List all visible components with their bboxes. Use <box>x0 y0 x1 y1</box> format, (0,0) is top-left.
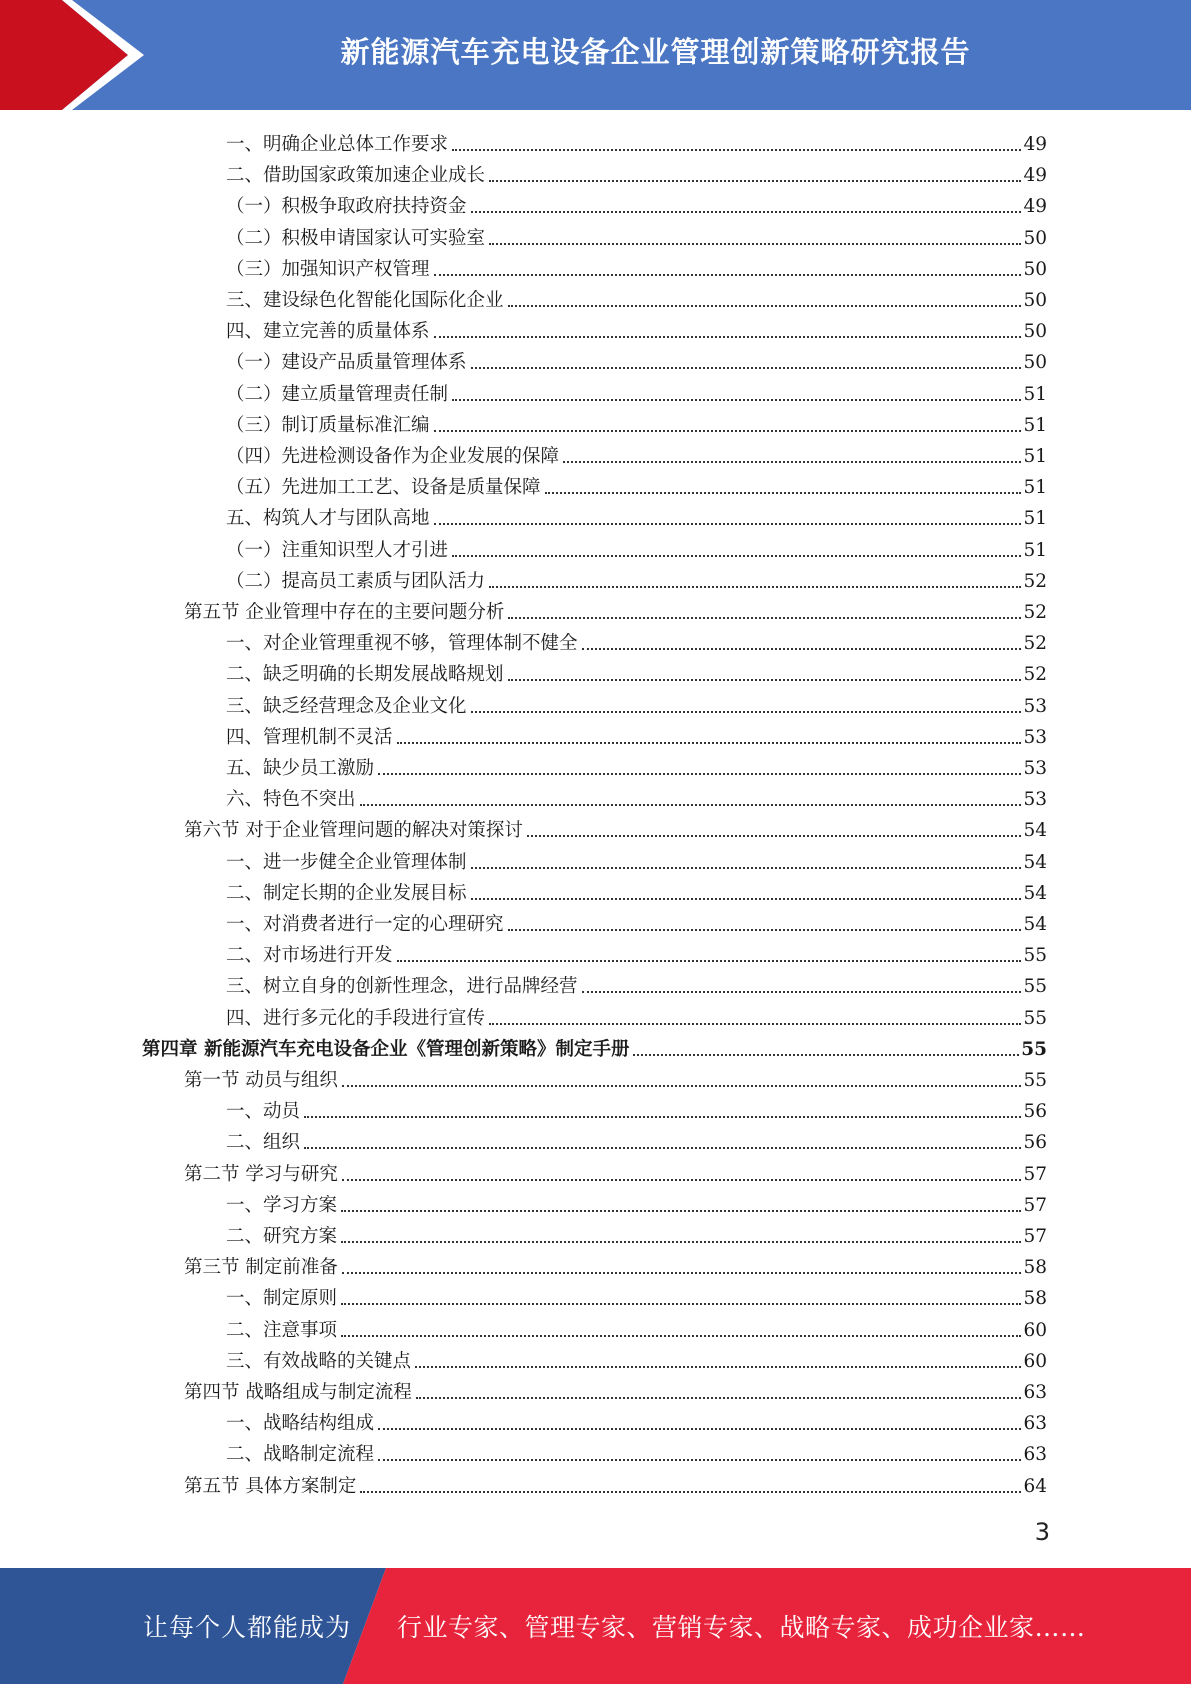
toc-entry-title: （二）提高员工素质与团队活力 <box>226 570 486 592</box>
dot-leader <box>633 1054 1019 1056</box>
toc-entry-page: 57 <box>1023 1194 1047 1216</box>
dot-leader <box>563 461 1021 463</box>
dot-leader <box>378 773 1021 775</box>
toc-entry-title: 二、注意事项 <box>226 1319 338 1341</box>
toc-entry-title: 四、建立完善的质量体系 <box>226 321 430 343</box>
toc-entry[interactable] <box>226 751 1047 782</box>
toc-entry-title: 一、对企业管理重视不够，管理体制不健全 <box>226 633 578 655</box>
dot-leader <box>342 1179 1022 1181</box>
toc-entry-title: 一、对消费者进行一定的心理研究 <box>226 914 504 935</box>
toc-entry-title: 四、进行多元化的手段进行宣传 <box>226 1007 486 1029</box>
toc-entry-page: 63 <box>1023 1444 1047 1466</box>
dot-leader <box>434 430 1022 432</box>
footer-slogan-left: 让每个人都能成为 <box>143 1613 352 1642</box>
dot-leader <box>527 835 1022 837</box>
toc-entry[interactable] <box>226 564 1047 595</box>
dot-leader <box>434 274 1022 276</box>
toc-entry-title: 三、缺乏经营理念及企业文化 <box>226 695 467 717</box>
dot-leader <box>360 804 1022 806</box>
toc-entry[interactable] <box>226 845 1047 876</box>
toc-entry[interactable] <box>226 377 1047 408</box>
toc-entry[interactable] <box>226 969 1047 1000</box>
toc-entry[interactable] <box>226 158 1047 189</box>
toc-entry[interactable] <box>226 907 1047 938</box>
toc-entry-page: 51 <box>1023 414 1047 436</box>
toc-entry-page: 58 <box>1023 1257 1047 1279</box>
toc-entry[interactable] <box>226 283 1047 314</box>
toc-entry[interactable] <box>226 1313 1047 1344</box>
toc-entry-title: （四）先进检测设备作为企业发展的保障 <box>226 446 560 467</box>
toc-entry-title: 一、明确企业总体工作要求 <box>226 134 449 155</box>
dot-leader <box>582 991 1022 993</box>
toc-entry-page: 54 <box>1023 914 1047 935</box>
toc-entry-page: 49 <box>1023 165 1047 187</box>
toc-entry-page: 55 <box>1023 945 1047 967</box>
toc-entry[interactable] <box>226 1219 1047 1250</box>
toc-entry[interactable] <box>184 1250 1047 1281</box>
dot-leader <box>304 1147 1021 1149</box>
toc-entry[interactable] <box>184 1469 1047 1500</box>
toc-entry-title: （一）建设产品质量管理体系 <box>226 352 467 374</box>
toc-entry[interactable] <box>184 1157 1047 1188</box>
toc-entry[interactable] <box>184 595 1047 626</box>
toc-entry-title: 二、战略制定流程 <box>226 1444 375 1466</box>
toc-entry-page: 54 <box>1023 820 1047 842</box>
dot-leader <box>545 492 1022 494</box>
toc-entry-page: 51 <box>1023 446 1047 467</box>
toc-entry-page: 50 <box>1023 290 1047 311</box>
toc-entry-page: 60 <box>1023 1350 1047 1372</box>
toc-entry-page: 51 <box>1023 477 1047 499</box>
dot-leader <box>341 1303 1021 1305</box>
toc-entry[interactable] <box>184 1375 1047 1406</box>
dot-leader <box>341 1241 1021 1243</box>
toc-entry[interactable] <box>226 1188 1047 1219</box>
toc-entry[interactable] <box>226 720 1047 751</box>
toc-entry-page: 57 <box>1023 1163 1047 1185</box>
toc-entry[interactable] <box>226 1094 1047 1125</box>
toc-entry[interactable] <box>226 189 1047 220</box>
dot-leader <box>582 648 1022 650</box>
toc-entry-page: 54 <box>1023 851 1047 873</box>
toc-entry-title: 四、管理机制不灵活 <box>226 726 393 748</box>
toc-entry[interactable] <box>226 345 1047 376</box>
toc-entry[interactable] <box>226 501 1047 532</box>
dot-leader <box>508 305 1022 307</box>
toc-entry-title: 一、动员 <box>226 1101 301 1123</box>
toc-entry-title: 二、制定长期的企业发展目标 <box>226 882 467 904</box>
toc-entry-title: 三、有效战略的关键点 <box>226 1350 412 1372</box>
toc-entry[interactable] <box>226 127 1047 158</box>
toc-entry-page: 50 <box>1023 258 1047 280</box>
toc-entry[interactable] <box>226 1281 1047 1312</box>
toc-entry-page: 50 <box>1023 352 1047 374</box>
toc-entry-title: 五、构筑人才与团队高地 <box>226 508 430 530</box>
dot-leader <box>397 742 1022 744</box>
toc-entry-title: 三、树立自身的创新性理念，进行品牌经营 <box>226 976 578 998</box>
toc-entry-page: 60 <box>1023 1319 1047 1341</box>
toc-entry-page: 54 <box>1023 882 1047 904</box>
toc-entry-title: （三）加强知识产权管理 <box>226 258 430 280</box>
toc-entry-page: 63 <box>1023 1413 1047 1435</box>
toc-entry-title: 二、对市场进行开发 <box>226 945 393 967</box>
toc-entry-title: 第六节 对于企业管理问题的解决对策探讨 <box>184 820 523 842</box>
toc-entry[interactable] <box>226 252 1047 283</box>
toc-entry-title: （一）积极争取政府扶持资金 <box>226 196 467 218</box>
dot-leader <box>452 149 1021 151</box>
toc-entry-page: 55 <box>1023 1007 1047 1029</box>
dot-leader <box>415 1366 1021 1368</box>
dot-leader <box>452 555 1021 557</box>
dot-leader <box>489 1023 1021 1025</box>
toc-entry[interactable] <box>226 439 1047 470</box>
footer-slogan-right: 行业专家、管理专家、营销专家、战略专家、成功企业家…… <box>397 1613 1086 1642</box>
toc-entry[interactable] <box>226 533 1047 564</box>
toc-entry[interactable] <box>226 626 1047 657</box>
toc-entry-page: 63 <box>1023 1382 1047 1403</box>
toc-entry-title: 六、特色不突出 <box>226 789 356 811</box>
toc-entry-title: 二、组织 <box>226 1132 301 1154</box>
dot-leader <box>378 1459 1021 1461</box>
toc-entry[interactable] <box>226 1001 1047 1032</box>
dot-leader <box>304 1116 1021 1118</box>
dot-leader <box>341 1335 1021 1337</box>
toc-entry-page: 49 <box>1023 134 1047 155</box>
dot-leader <box>489 586 1021 588</box>
toc-entry-title: （一）注重知识型人才引进 <box>226 539 449 561</box>
dot-leader <box>471 898 1022 900</box>
toc-entry-page: 52 <box>1023 570 1047 592</box>
toc-entry-page: 50 <box>1023 321 1047 343</box>
toc-entry-page: 56 <box>1023 1101 1047 1123</box>
dot-leader <box>434 523 1022 525</box>
toc-entry-title: 一、进一步健全企业管理体制 <box>226 851 467 873</box>
toc-entry-page: 56 <box>1023 1132 1047 1154</box>
toc-entry[interactable] <box>226 657 1047 688</box>
toc-entry-page: 52 <box>1023 664 1047 686</box>
toc-entry[interactable] <box>226 470 1047 501</box>
dot-leader <box>341 1210 1021 1212</box>
toc-entry-page: 53 <box>1023 758 1047 779</box>
dot-leader <box>397 960 1022 962</box>
toc-entry-title: 一、学习方案 <box>226 1194 338 1216</box>
dot-leader <box>471 211 1022 213</box>
toc-entry[interactable] <box>226 876 1047 907</box>
toc-entry-title: 三、建设绿色化智能化国际化企业 <box>226 290 504 311</box>
dot-leader <box>489 243 1021 245</box>
toc-entry[interactable] <box>226 1437 1047 1468</box>
toc-entry-page: 58 <box>1023 1288 1047 1310</box>
page-footer <box>0 1568 1191 1684</box>
toc-entry-page: 57 <box>1023 1226 1047 1247</box>
toc-entry[interactable] <box>226 314 1047 345</box>
toc-entry[interactable] <box>184 1063 1047 1094</box>
toc-entry-page: 51 <box>1023 539 1047 561</box>
dot-leader <box>489 180 1021 182</box>
toc-entry-title: 第一节 动员与组织 <box>184 1070 338 1091</box>
toc-entry[interactable] <box>226 938 1047 969</box>
dot-leader <box>360 1491 1021 1493</box>
page-header <box>0 0 1191 110</box>
toc-entry-page: 53 <box>1023 695 1047 717</box>
toc-entry-page: 52 <box>1023 602 1047 623</box>
toc-entry-title: 第四章 新能源汽车充电设备企业《管理创新策略》制定手册 <box>142 1038 630 1060</box>
dot-leader <box>508 679 1022 681</box>
toc-entry[interactable] <box>226 221 1047 252</box>
dot-leader <box>342 1272 1022 1274</box>
toc-entry-title: （二）积极申请国家认可实验室 <box>226 227 486 249</box>
dot-leader <box>434 336 1022 338</box>
toc-entry[interactable] <box>226 689 1047 720</box>
toc-entry-page: 55 <box>1023 976 1047 998</box>
toc-entry[interactable] <box>226 408 1047 439</box>
toc-entry-title: 第二节 学习与研究 <box>184 1163 338 1185</box>
toc-entry-page: 51 <box>1023 383 1047 405</box>
toc-entry[interactable] <box>226 1344 1047 1375</box>
toc-entry-title: 第四节 战略组成与制定流程 <box>184 1382 412 1403</box>
toc-entry-title: 一、战略结构组成 <box>226 1413 375 1435</box>
toc-entry-title: （二）建立质量管理责任制 <box>226 383 449 405</box>
toc-entry-title: 二、缺乏明确的长期发展战略规划 <box>226 664 504 686</box>
toc-entry-page: 52 <box>1023 633 1047 655</box>
toc-entry-page: 51 <box>1023 508 1047 530</box>
page-number: 3 <box>1034 1518 1050 1546</box>
dot-leader <box>342 1085 1022 1087</box>
toc-entry-title: 第五节 企业管理中存在的主要问题分析 <box>184 602 505 623</box>
toc-entry-page: 53 <box>1023 789 1047 811</box>
toc-entry[interactable] <box>226 1406 1047 1437</box>
toc-entry-title: （三）制订质量标准汇编 <box>226 414 430 436</box>
dot-leader <box>471 711 1022 713</box>
toc-entry-title: （五）先进加工工艺、设备是质量保障 <box>226 477 541 499</box>
toc-entry-title: 五、缺少员工激励 <box>226 758 375 779</box>
document-title: 新能源汽车充电设备企业管理创新策略研究报告 <box>340 34 971 69</box>
toc-entry-page: 64 <box>1023 1475 1047 1497</box>
dot-leader <box>452 399 1021 401</box>
toc-entry[interactable] <box>142 1032 1047 1063</box>
toc-entry-title: 一、制定原则 <box>226 1288 338 1310</box>
toc-entry[interactable] <box>226 782 1047 813</box>
dot-leader <box>471 367 1022 369</box>
toc-entry-title: 二、借助国家政策加速企业成长 <box>226 165 486 187</box>
toc-entry-page: 49 <box>1023 196 1047 218</box>
toc-entry-title: 第五节 具体方案制定 <box>184 1475 357 1497</box>
dot-leader <box>508 617 1021 619</box>
dot-leader <box>508 929 1022 931</box>
dot-leader <box>378 1428 1021 1430</box>
dot-leader <box>416 1397 1022 1399</box>
toc-entry[interactable] <box>226 1125 1047 1156</box>
toc-entry-page: 50 <box>1023 227 1047 249</box>
toc-entry-title: 二、研究方案 <box>226 1226 338 1247</box>
toc-entry-title: 第三节 制定前准备 <box>184 1257 338 1279</box>
toc-entry-page: 55 <box>1023 1070 1047 1091</box>
toc-entry[interactable] <box>184 813 1047 844</box>
toc-entry-page: 53 <box>1023 726 1047 748</box>
dot-leader <box>471 867 1022 869</box>
toc-entry-page: 55 <box>1021 1038 1047 1060</box>
